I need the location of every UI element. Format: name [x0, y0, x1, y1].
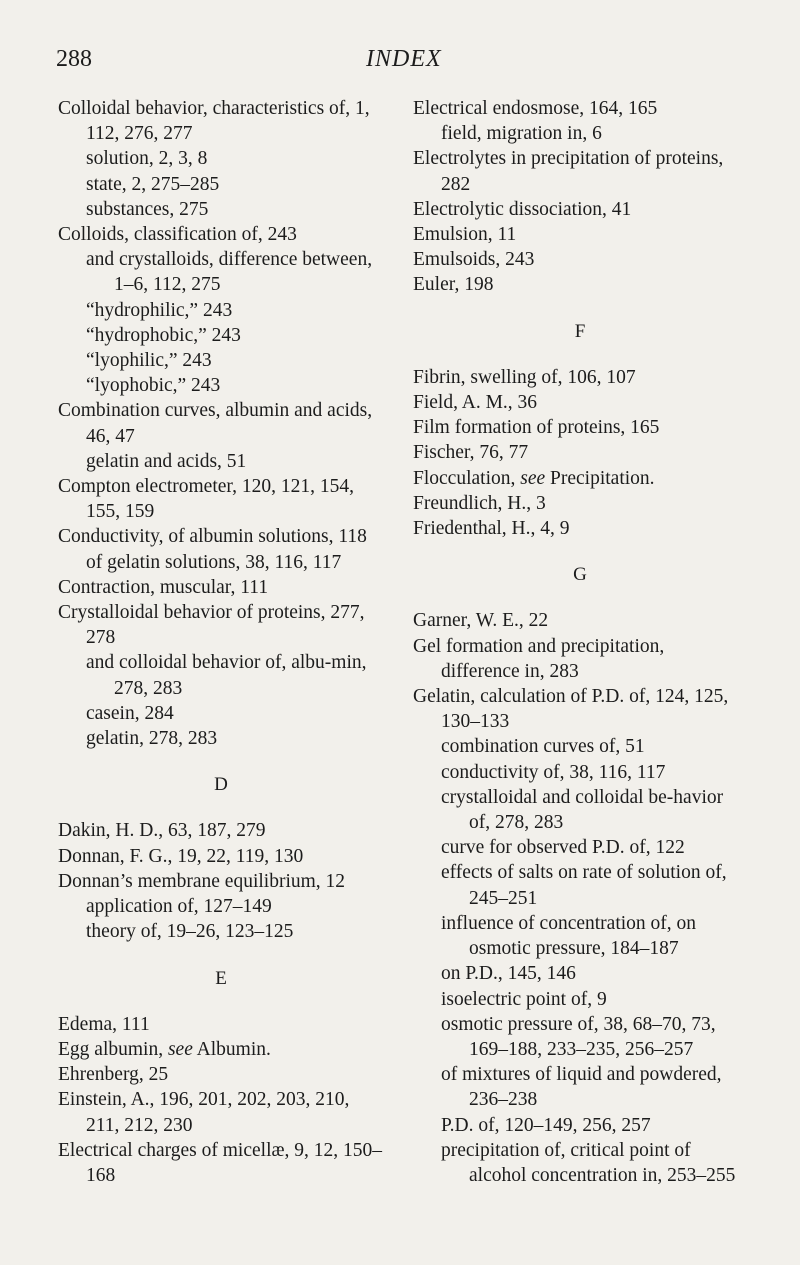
index-entry: Crystalloidal behavior of proteins, 277, 278	[58, 602, 365, 649]
index-subentry: of mixtures of liquid and powdered, 236–238	[441, 1064, 722, 1111]
index-subentry: influence of concentration of, on osmotic pressure, 184–187	[441, 912, 697, 960]
page-header	[0, 44, 800, 84]
index-subentry: conductivity of, 38, 116, 117	[441, 761, 666, 783]
section-letter-e: E	[215, 967, 227, 989]
index-subentry: substances, 275	[86, 198, 209, 220]
index-entry: Emulsion, 11	[413, 224, 517, 246]
index-entry: Film formation of proteins, 165	[413, 417, 660, 439]
index-entry: Field, A. M., 36	[413, 392, 538, 414]
index-entry: Combination curves, albumin and acids, 46, 47	[58, 400, 373, 447]
index-subentry: and colloidal behavior of, albu-min, 278, 283	[86, 652, 367, 699]
entry-text: Flocculation,	[413, 467, 521, 489]
index-entry: Friedenthal, H., 4, 9	[413, 518, 570, 540]
see-reference: see	[520, 467, 546, 489]
index-subentry: P.D. of, 120–149, 256, 257	[441, 1114, 651, 1136]
index-entry: Gel formation and precipitation, difference in, 283	[413, 635, 665, 682]
index-entry: Compton electrometer, 120, 121, 154, 155, 159	[58, 476, 354, 523]
index-entry: Contraction, muscular, 111	[58, 576, 269, 598]
index-subentry: solution, 2, 3, 8	[86, 148, 208, 170]
section-letter-f: F	[574, 320, 586, 342]
index-subentry: osmotic pressure of, 38, 68–70, 73, 169–188, 233–235, 256–257	[441, 1013, 716, 1060]
see-reference: see	[167, 1038, 193, 1060]
index-entry: Donnan, F. G., 19, 22, 119, 130	[58, 845, 304, 867]
index-entry: Garner, W. E., 22	[413, 610, 549, 632]
running-head: INDEX	[366, 46, 442, 72]
index-entry: Ehrenberg, 25	[58, 1064, 169, 1086]
section-letter-d: D	[214, 774, 228, 796]
index-entry	[413, 466, 747, 491]
index-entry: Colloids, classification of, 243	[58, 224, 297, 246]
index-entry: Electrical endosmose, 164, 165	[413, 98, 658, 119]
index-entry: Dakin, H. D., 63, 187, 279	[58, 820, 266, 842]
index-entry: Gelatin, calculation of P.D. of, 124, 125, 130–133	[413, 686, 729, 733]
index-entry: Conductivity, of albumin solutions, 118	[58, 526, 367, 548]
index-subentry: crystalloidal and colloidal be-havior of, 278, 283	[441, 786, 724, 834]
index-subentry: combination curves of, 51	[441, 736, 645, 758]
index-subentry: casein, 284	[86, 702, 174, 724]
index-subentry: “lyophobic,” 243	[86, 375, 221, 397]
index-subentry: isoelectric point of, 9	[441, 988, 607, 1010]
index-entry: Edema, 111	[58, 1013, 150, 1035]
index-subentry: state, 2, 275–285	[86, 173, 220, 195]
index-subentry: “hydrophilic,” 243	[86, 299, 233, 321]
index-subentry: application of, 127–149	[86, 896, 272, 918]
index-subentry: field, migration in, 6	[441, 123, 602, 145]
entry-text: Egg albumin,	[58, 1038, 168, 1060]
index-entry: Euler, 198	[413, 274, 494, 296]
index-entry: Electrolytes in precipitation of proteins, 282	[413, 148, 724, 195]
index-entry: Freundlich, H., 3	[413, 492, 546, 514]
index-entry: Donnan’s membrane equilibrium, 12	[58, 870, 346, 892]
entry-text: Precipitation.	[545, 467, 655, 489]
index-column-right	[413, 96, 747, 1188]
index-subentry: gelatin, 278, 283	[86, 728, 218, 750]
index-subentry: effects of salts on rate of solution of, 245–251	[441, 862, 727, 909]
index-subentry: curve for observed P.D. of, 122	[441, 837, 685, 859]
index-subentry: of gelatin solutions, 38, 116, 117	[86, 551, 342, 573]
index-entry: Electrolytic dissociation, 41	[413, 198, 632, 220]
index-subentry: “lyophilic,” 243	[86, 350, 212, 372]
index-entry: Fibrin, swelling of, 106, 107	[413, 366, 636, 388]
page-number: 288	[56, 46, 92, 72]
index-entry: Colloidal behavior, characteristics of, 1, 112, 276, 277	[58, 98, 370, 145]
index-entry: Einstein, A., 196, 201, 202, 203, 210, 211, 212, 230	[58, 1089, 350, 1136]
index-entry: Fischer, 76, 77	[413, 442, 529, 464]
index-subentry: theory of, 19–26, 123–125	[86, 921, 294, 943]
index-column-left	[58, 96, 384, 1188]
index-entry	[58, 1037, 384, 1062]
index-entry: Electrical charges of micellæ, 9, 12, 150–168	[58, 1139, 382, 1186]
index-subentry: precipitation of, critical point of alcohol concentration in, 253–255	[441, 1139, 736, 1186]
index-subentry: on P.D., 145, 146	[441, 963, 576, 985]
index-subentry: “hydrophobic,” 243	[86, 324, 241, 346]
index-subentry: and crystalloids, difference between, 1–6, 112, 275	[86, 249, 373, 296]
index-subentry: gelatin and acids, 51	[86, 450, 247, 472]
section-letter-g: G	[573, 564, 587, 586]
entry-text: Albumin.	[192, 1038, 271, 1060]
index-entry: Emulsoids, 243	[413, 249, 535, 271]
